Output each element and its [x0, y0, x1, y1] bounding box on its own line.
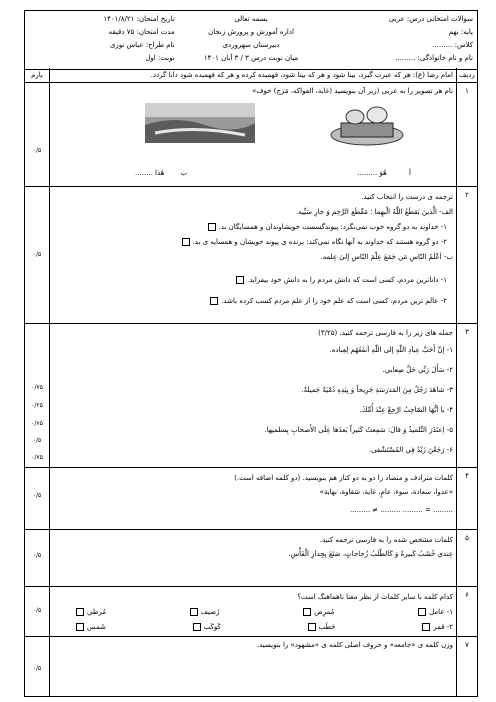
- question-7: [25, 637, 477, 696]
- option-checkbox[interactable]: [418, 608, 426, 616]
- sentence-1: ۱- إنَّ أَحَبَّ عِبادِ اللّٰهِ إلى اللّٰهِ أنفَعُهُم لِعِباده.: [329, 346, 453, 354]
- question-number: ۲: [465, 191, 469, 199]
- sentence-score-5: ۰/۷۵: [31, 454, 43, 461]
- question-number: ۱: [465, 87, 469, 95]
- exam-table: [24, 68, 478, 697]
- instruction-text: امام رضا (ع): هر که عبرت گیرد، بینا شود و هر که بینا شود، فهمیده کرده و هر که فهمیده شود دانا گردد.: [150, 71, 453, 79]
- question-body: [53, 327, 453, 460]
- header-grade: پایه: نهم: [448, 28, 473, 36]
- sentence-score-1: ۰/۷۵: [31, 384, 43, 391]
- option-checkbox[interactable]: [303, 608, 311, 616]
- question-body: [53, 471, 453, 517]
- option-b1-checkbox[interactable]: [236, 276, 244, 284]
- option-checkbox[interactable]: [308, 623, 316, 631]
- header-student-name: نام و نام خانوادگی: .........: [395, 54, 473, 62]
- question-number: ۴: [465, 472, 469, 480]
- question-number: ۳: [465, 328, 469, 336]
- question-score: ۰/۵: [32, 607, 42, 614]
- question-text: نام هر تصویر را به عربی (زیر آن بنویسید (غابة، الفواکه، مَرَج) خوف»: [252, 87, 453, 95]
- sentence-score-3: ۰/۷۵: [31, 420, 43, 427]
- header-session: نوبت: اول: [145, 54, 175, 62]
- options-row-1: [53, 605, 453, 620]
- column-number-label: ردیف: [459, 71, 475, 79]
- question-6: [25, 587, 477, 637]
- option-a2-text: ۲- دو گروه هستند که خداوند به آنها نگاه نمی‌کند: برنده ی پیوند خویشان و همسایه ی بد.: [192, 238, 447, 246]
- question-5: [25, 530, 477, 587]
- question-score: ۰/۵: [32, 492, 42, 499]
- header-subject: سوالات امتحانی درس: عربی: [388, 15, 473, 23]
- question-text: ترجمه ی درست را انتخاب کنید.: [361, 193, 453, 201]
- option-a2: [53, 235, 453, 250]
- option-b2-text: ۲- عالم ترین مردم، کسی است که علم خود را از علم مردم کسب کرده باشد.: [221, 297, 447, 305]
- option-checkbox[interactable]: [422, 623, 430, 631]
- option: ۱- عامل: [415, 605, 453, 620]
- question-body: [53, 190, 453, 309]
- header-department: اداره آموزش و پرورش زنجان: [208, 28, 294, 36]
- option: رُصيف: [187, 605, 220, 620]
- sub-question-b: ب- اَعْلَمُ النّاسِ مَن جَمَعَ عِلْمَ النّاسِ إلىٰ عِلمه.: [320, 253, 453, 261]
- question-2: [25, 187, 477, 324]
- blank-a-text: هُوَ .........: [357, 169, 387, 177]
- option-b1-text: ۱- داناترین مردم، کسی است که دانش مردم را به دانش خود بیفزاید.: [246, 276, 447, 284]
- question-1: [25, 83, 477, 187]
- header-left: [25, 11, 179, 69]
- answer-blanks: ......... = ......... ......... ≠ .........: [350, 506, 453, 514]
- column-score-label: بارم: [31, 71, 43, 79]
- blank-b: [135, 169, 187, 177]
- blank-a-label: أ: [409, 169, 411, 177]
- header-right: [323, 11, 477, 69]
- question-score: ۰/۵: [32, 552, 42, 559]
- blank-b-text: هٰذا ........: [135, 169, 165, 177]
- option-checkbox[interactable]: [76, 623, 84, 631]
- question-body: [53, 640, 453, 651]
- question-text: وزن کلمه ی «جامعه» و حروف اصلی کلمه ی «مشهود» را بنویسید.: [256, 641, 453, 649]
- question-text: کلمات مشخص شده را به فارسی ترجمه کنید.: [319, 536, 453, 544]
- sentence-4: ۴- يا أيُّهَا الصّاحِبُ ارْجِعْ عِنْدَ أُمِّكَ.: [359, 406, 453, 414]
- sentence-score-4: ۰/۵: [32, 437, 42, 444]
- question-score: ۰/۵: [32, 147, 42, 154]
- header-middle: [179, 11, 324, 69]
- exam-header: [24, 10, 478, 70]
- question-number: ۶: [465, 591, 469, 599]
- option-checkbox[interactable]: [190, 608, 198, 616]
- image-fruit-bowl: [327, 103, 407, 149]
- option: مُرطي: [73, 605, 106, 620]
- question-score: ۰/۵: [32, 251, 42, 258]
- question-4: [25, 468, 477, 530]
- header-basmala: بسمه تعالی: [234, 15, 268, 23]
- sentence-3: ۳- شاهَدَ رَجُلٌ مِنَ المَدرَسَةِ جَرِيحاً وَ بِيَدِهِ دُمْيَةٌ جَميلةٌ.: [301, 386, 453, 394]
- option: كَوكَب: [190, 620, 221, 635]
- sentence-score-2: ۰/۲۵: [31, 402, 43, 409]
- question-body: [53, 533, 453, 561]
- option-checkbox[interactable]: [193, 623, 201, 631]
- option-b2-checkbox[interactable]: [210, 297, 218, 305]
- option: مُمرِض: [300, 605, 334, 620]
- header-class: کلاس: .........: [432, 41, 473, 49]
- sub-question-a: الف- الَّذینَ يَقطَعُ اللّٰهُ الْبهِما ؛ مَقْطَع الرَّحِم وَ جارِ سَيِّيه.: [295, 208, 453, 216]
- blank-b-label: ب: [180, 169, 188, 177]
- question-body: [53, 590, 453, 635]
- question-number: ۷: [465, 641, 469, 649]
- options-row-2: [53, 620, 453, 635]
- option: شَمس: [73, 620, 106, 635]
- table-header-row: [25, 68, 477, 83]
- sentence: عِندي خُشَبُ كَبيرةٌ وَ كَالطّلبُ زُجاجاتٍ، صَنَعَ بِجِدارِ الْفَأْسِ.: [288, 550, 453, 558]
- option-checkbox[interactable]: [76, 608, 84, 616]
- option-a1-checkbox[interactable]: [208, 223, 216, 231]
- question-number: ۵: [465, 534, 469, 542]
- header-exam-date: تاریخ امتحان: ۱۴۰۱/۸/۲۱: [103, 15, 175, 23]
- question-text: کدام کلمه با سایر کلمات از نظر معنا ناهماهنگ است؟: [297, 593, 453, 601]
- option-a2-checkbox[interactable]: [182, 238, 190, 246]
- option-b1: [53, 273, 453, 288]
- question-text: کلمات مترادف و متضاد را دو به دو کنار هم بنویسید. (دو کلمه اضافه است.): [234, 474, 453, 482]
- question-text: جمله های زیر را به فارسی ترجمه کنید. (۳/۲۵): [318, 329, 453, 337]
- option: حَطَب: [305, 620, 336, 635]
- option-b2: [53, 294, 453, 309]
- question-body: [53, 86, 453, 97]
- header-exam-term: میان نوبت درس ۳ / ۳ آبان ۱۴۰۱: [203, 54, 299, 62]
- image-landscape: [145, 103, 255, 143]
- question-3: [25, 324, 477, 468]
- sentence-6: ۶- رَجَعْنَ زَيْدٌ فِي المُسْتَشْفى.: [368, 446, 453, 454]
- sentence-2: ۲- سَأَلَ رَبِّي حَلَّ صِعابي.: [382, 366, 453, 374]
- header-school: دبیرستان سهروردی: [222, 41, 280, 49]
- option-a1-text: ۱- خداوند به دو گروه خوب نمی‌نگرد: پیوندگسست خویشاوندان و همسایگان بد.: [218, 223, 447, 231]
- question-score: ۰/۵: [32, 665, 42, 672]
- header-designer: نام طراح: عباس نوری: [109, 41, 175, 49]
- sentence-5: ۵- اِعتَذَرَ التِّلمیذُ وَ قالَ: سَمِعتُ كَثيراً بَعدَها عِلَى الأَصحابِ بِسلمیها.: [264, 426, 453, 434]
- option-a1: [53, 220, 453, 235]
- word-list: «عدوا، سعادة، سوء، عامٍ، غایة، شقاوة، نهایة»: [319, 488, 453, 496]
- header-duration: مدت امتحان: ۷۵ دقیقه: [108, 28, 175, 36]
- blank-a: [357, 169, 411, 177]
- option: ۲- قمر: [419, 620, 453, 635]
